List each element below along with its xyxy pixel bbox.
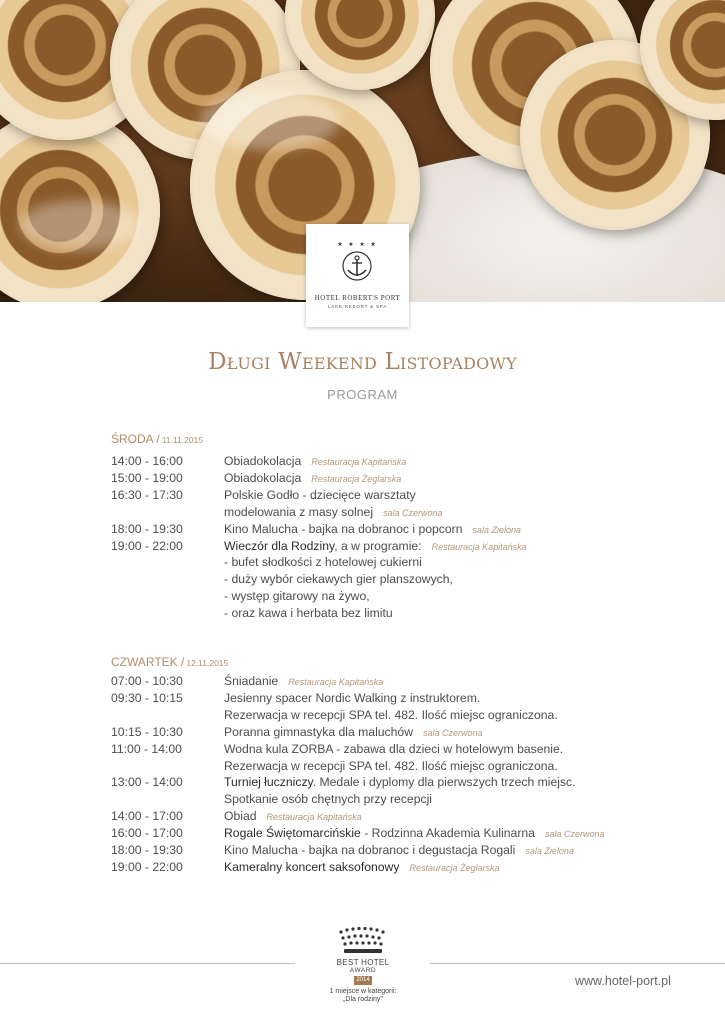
event-text: Kino Malucha - bajka na dobranoc i degustacja Rogali (224, 843, 516, 857)
schedule-row (0, 538, 725, 555)
event-description (224, 538, 527, 556)
event-time: 07:00 - 10:30 (111, 674, 183, 688)
website-link[interactable]: www.hotel-port.pl (575, 974, 671, 988)
page-title: Długi Weekend Listopadowy (208, 349, 517, 375)
schedule-row (0, 842, 725, 859)
event-description (224, 487, 426, 505)
event-description (224, 859, 500, 877)
event-description (224, 470, 401, 488)
event-time: 15:00 - 19:00 (111, 470, 183, 485)
schedule-row (0, 605, 725, 622)
schedule-row (0, 521, 725, 538)
schedule-row (0, 487, 725, 504)
event-description (224, 690, 490, 708)
event-highlight: Rogale Świętomarcińskie (224, 826, 361, 841)
event-venue: Restauracja Kapitańska (288, 677, 384, 687)
event-highlight: Kameralny koncert saksofonowy (224, 859, 400, 874)
page-subtitle: PROGRAM (327, 387, 398, 402)
schedule-row (0, 724, 725, 741)
event-time: 13:00 - 14:00 (111, 775, 183, 790)
event-text: - występ gitarowy na żywo, (224, 589, 370, 604)
award-title: BEST HOTEL (336, 958, 390, 967)
event-description (224, 842, 574, 860)
event-text: Obiadokolacja (224, 470, 302, 485)
event-description (224, 588, 380, 606)
event-venue: sala Czerwona (423, 727, 483, 738)
schedule-row (0, 774, 725, 791)
event-venue: sala Czerwona (383, 507, 443, 518)
event-time: 14:00 - 16:00 (111, 454, 183, 468)
schedule-row (0, 504, 725, 521)
event-description (224, 791, 442, 809)
award-caption: 1 miejsce w kategorii: (329, 988, 397, 995)
event-venue: Restauracja Kapitańska (431, 541, 527, 552)
award-category: „Dla rodziny" (343, 996, 383, 1003)
event-description (224, 707, 568, 725)
schedule-row (0, 571, 725, 588)
event-time: 16:00 - 17:00 (111, 826, 183, 841)
day-heading (111, 432, 203, 446)
event-description (224, 554, 432, 572)
event-time: 18:00 - 19:30 (111, 521, 183, 536)
event-description (224, 808, 362, 826)
schedule-row (0, 808, 725, 825)
award-label: AWARD (349, 967, 377, 974)
event-text: , a w programie: (334, 538, 422, 553)
event-venue: Restauracja Kapitańska (311, 457, 407, 467)
schedule-row (0, 859, 725, 876)
event-text: - duży wybór ciekawych gier planszowych, (224, 572, 453, 587)
day-heading (111, 655, 228, 669)
event-text: - Rodzinna Akademia Kulinarna (360, 826, 535, 841)
hotel-logo (306, 224, 409, 327)
event-time: 14:00 - 17:00 (111, 809, 183, 824)
schedule-row (0, 690, 725, 707)
event-highlight: Turniej łuczniczy (224, 775, 313, 790)
schedule-row (0, 741, 725, 758)
schedule-row (0, 825, 725, 842)
day-date: 12.11.2015 (186, 658, 229, 668)
crown-icon (335, 926, 391, 956)
event-description (224, 504, 443, 522)
event-description (224, 825, 605, 843)
day-name: ŚRODA / (111, 432, 160, 446)
event-text: Jesienny spacer Nordic Walking z instruktorem. (224, 690, 481, 705)
event-venue: sala Czerwona (544, 829, 605, 840)
award-year: 2014 (354, 976, 372, 985)
event-text: - oraz kawa i herbata bez limitu (224, 606, 393, 621)
event-description (224, 571, 463, 589)
event-venue: sala Zielona (525, 846, 574, 856)
event-venue: Restauracja Kapitańska (266, 812, 362, 823)
event-description (224, 453, 406, 471)
hotel-subtitle: LAKE RESORT & SPA (327, 304, 388, 309)
sugar-dust (20, 200, 140, 250)
event-highlight: Wieczór dla Rodziny (224, 538, 335, 553)
schedule-row (0, 791, 725, 808)
event-text: Obiad (224, 809, 257, 824)
schedule-row (0, 588, 725, 605)
stars-icon: ★ ★ ★ ★ (337, 242, 378, 248)
schedule-row (0, 758, 725, 775)
event-text: modelowania z masy solnej (224, 504, 374, 519)
hotel-name: HOTEL ROBERT'S PORT (314, 294, 401, 302)
event-time: 16:30 - 17:30 (111, 487, 183, 502)
day-date: 11.11.2015 (161, 435, 203, 445)
event-time: 11:00 - 14:00 (111, 741, 182, 756)
event-venue: sala Zielona (472, 524, 522, 535)
best-hotel-award (322, 926, 404, 1022)
sugar-dust (200, 90, 340, 150)
schedule-row (0, 673, 725, 690)
schedule-row (0, 707, 725, 724)
event-time: 18:00 - 19:30 (111, 843, 183, 857)
day-name: CZWARTEK / (111, 655, 185, 669)
footer-divider-left (0, 963, 295, 964)
event-description (224, 724, 483, 742)
event-text: Śniadanie (224, 674, 279, 688)
event-time: 19:00 - 22:00 (111, 859, 183, 874)
event-text: . Medale i dyplomy dla pierwszych trzech miejsc. (312, 775, 576, 790)
event-time: 19:00 - 22:00 (111, 538, 183, 553)
event-description (224, 741, 573, 759)
event-description (224, 673, 383, 691)
schedule-row (0, 554, 725, 571)
event-text: Polskie Godło - dziecięce warsztaty (224, 487, 416, 502)
event-venue: Restauracja Żeglarska (311, 473, 402, 484)
event-time: 10:15 - 10:30 (111, 724, 183, 739)
event-description (224, 758, 568, 776)
event-description (224, 605, 403, 623)
anchor-icon (339, 249, 375, 285)
event-description (224, 521, 521, 539)
footer-divider-right (430, 963, 725, 964)
event-text: Wodna kula ZORBA - zabawa dla dzieci w hotelowym basenie. (224, 741, 564, 756)
event-text: Kino Malucha - bajka na dobranoc i popcorn (224, 521, 463, 536)
event-time: 09:30 - 10:15 (111, 690, 183, 705)
event-text: Rezerwacja w recepcji SPA tel. 482. Ilość miejsc ograniczona. (224, 707, 558, 722)
event-text: Spotkanie osób chętnych przy recepcji (224, 792, 432, 807)
event-venue: Restauracja Żeglarska (409, 862, 500, 873)
event-text: Obiadokolacja (224, 454, 302, 468)
schedule-row (0, 470, 725, 487)
event-text: - bufet słodkości z hotelowej cukierni (224, 555, 422, 570)
event-description (224, 774, 586, 792)
event-text: Poranna gimnastyka dla maluchów (224, 724, 414, 739)
schedule-row (0, 453, 725, 470)
event-text: Rezerwacja w recepcji SPA tel. 482. Ilość miejsc ograniczona. (224, 758, 558, 773)
